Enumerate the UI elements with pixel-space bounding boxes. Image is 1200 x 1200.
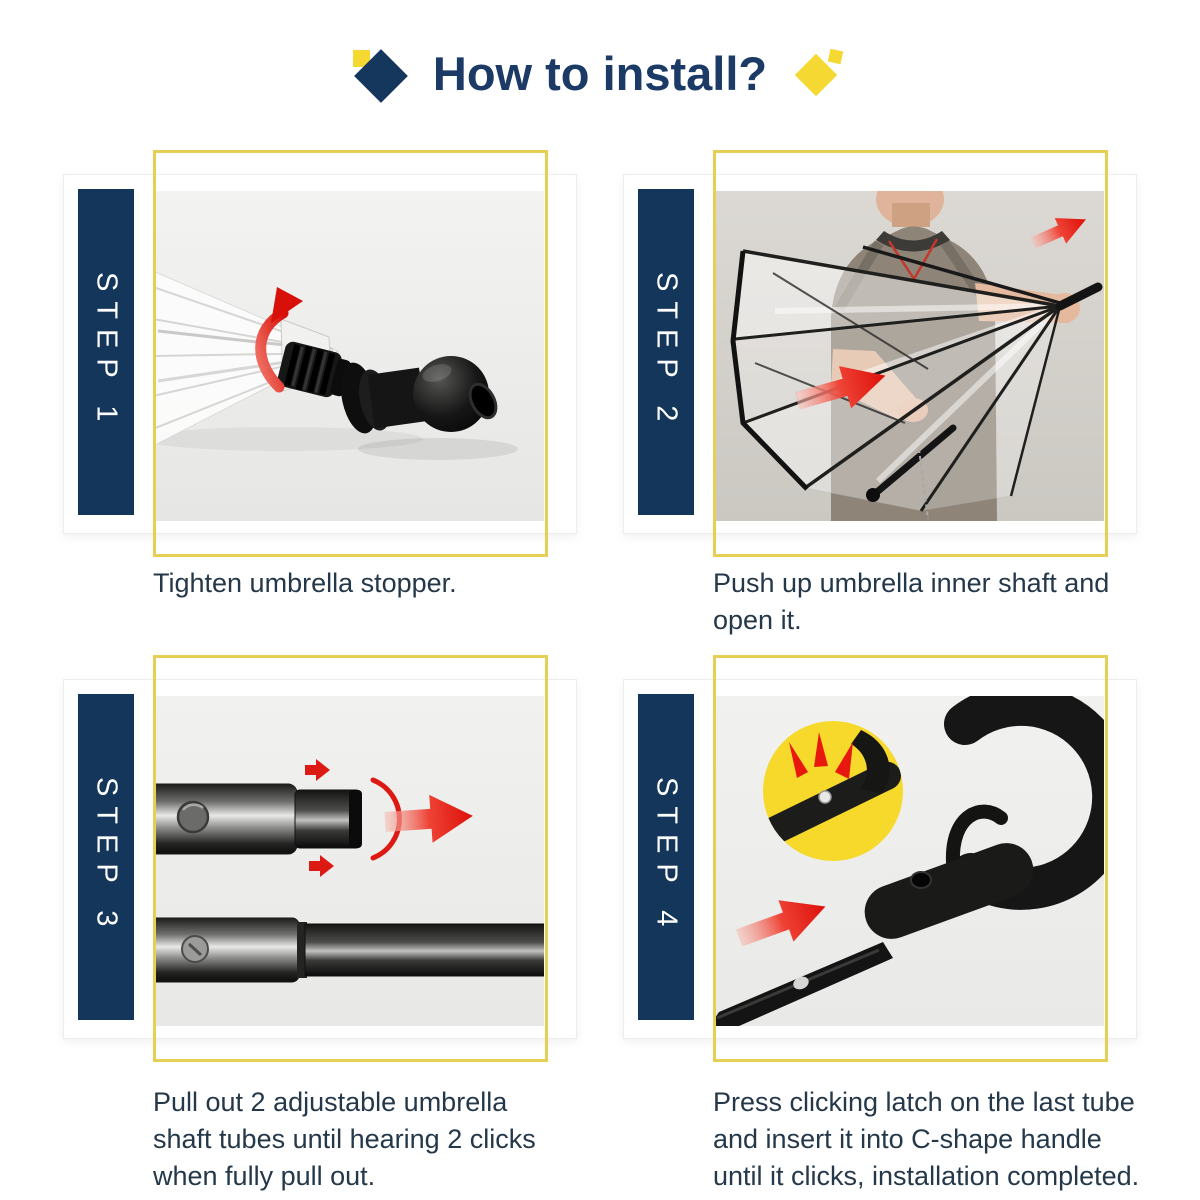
yellow-square-small-icon	[828, 49, 843, 64]
step-2-banner	[638, 189, 694, 515]
step-3-card	[63, 679, 577, 1039]
step-3-label: STEP 3	[90, 777, 123, 937]
upper-tube	[153, 784, 362, 854]
step-1-caption: Tighten umbrella stopper.	[153, 568, 457, 598]
tighten-stopper-illustration	[153, 191, 544, 521]
page-title: How to install?	[432, 46, 768, 100]
step-3-caption: Pull out 2 adjustable umbrella shaft tubes until hearing 2 clicks when fully pull out.	[153, 1087, 536, 1191]
step-1-card	[63, 174, 577, 534]
step-1-label: STEP 1	[90, 272, 123, 432]
navy-diamond-icon	[349, 44, 407, 102]
push-up-shaft-illustration	[713, 191, 1104, 521]
insert-handle-illustration	[713, 696, 1104, 1026]
step-2-photo	[713, 191, 1104, 521]
yellow-diamond-icon	[793, 44, 851, 102]
step-4-photo	[713, 696, 1104, 1026]
step-2-caption: Push up umbrella inner shaft and open it.	[713, 568, 1110, 635]
step-4-panel	[623, 655, 1143, 1200]
pull-out-tubes-illustration	[153, 696, 544, 1026]
lower-tube	[153, 918, 544, 982]
step-4-label: STEP 4	[650, 777, 683, 937]
step-4-card	[623, 679, 1137, 1039]
step-2-label: STEP 2	[650, 272, 683, 432]
step-1-photo	[153, 191, 544, 521]
header	[0, 44, 1200, 102]
step-3-photo	[153, 696, 544, 1026]
step-2-card	[623, 174, 1137, 534]
step-1-panel	[63, 150, 583, 695]
step-3-panel	[63, 655, 583, 1200]
step-4-caption: Press clicking latch on the last tube and insert it into C-shape handle until it clicks, installation completed.	[713, 1087, 1140, 1191]
step-3-banner	[78, 694, 134, 1020]
step-1-banner	[78, 189, 134, 515]
step-2-panel	[623, 150, 1143, 695]
step-4-banner	[638, 694, 694, 1020]
